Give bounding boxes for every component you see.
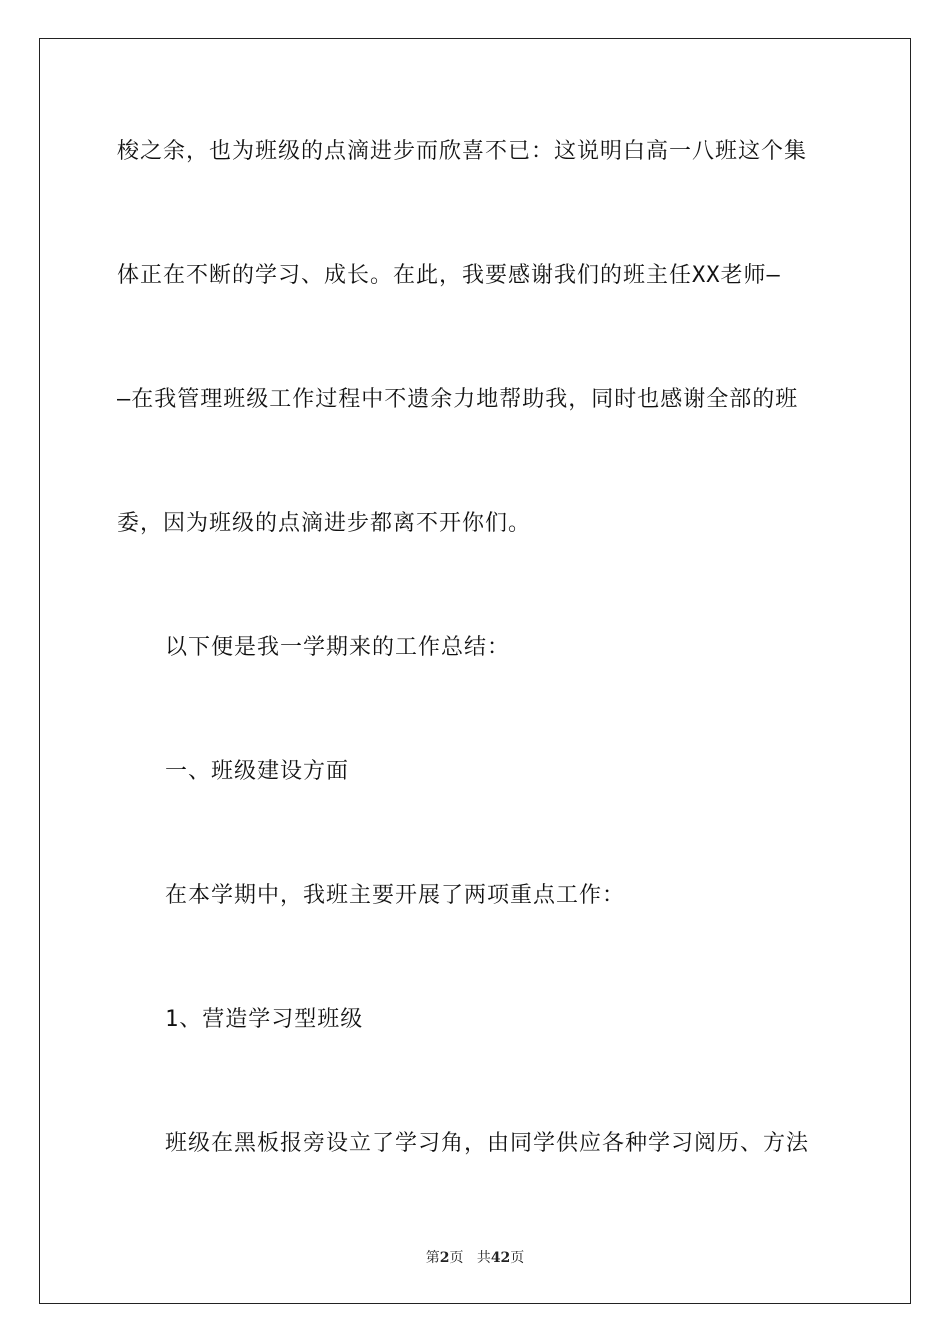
footer-total-pages: 42 [490, 1250, 511, 1266]
footer-page-prefix: 第 [425, 1250, 440, 1266]
page-frame [39, 38, 911, 1304]
subsection-heading: 1、营造学习型班级 [165, 1007, 364, 1032]
body-line-3: —在我管理班级工作过程中不遗余力地帮助我，同时也感谢全部的班 [117, 387, 799, 412]
page-footer [0, 1247, 950, 1267]
body-line-5: 以下便是我一学期来的工作总结： [165, 635, 511, 660]
footer-total-suffix: 页 [510, 1250, 525, 1266]
body-line-7: 在本学期中，我班主要开展了两项重点工作： [165, 883, 626, 908]
footer-page-suffix: 页 [449, 1250, 464, 1266]
section-heading: 一、班级建设方面 [165, 759, 350, 784]
body-line-9: 班级在黑板报旁设立了学习角，由同学供应各种学习阅历、方法 [165, 1131, 810, 1156]
footer-total-prefix: 共 [476, 1250, 491, 1266]
body-line-1: 梭之余，也为班级的点滴进步而欣喜不已：这说明白高一八班这个集 [117, 139, 808, 164]
footer-page-number: 2 [439, 1250, 450, 1266]
body-line-2: 体正在不断的学习、成长。在此，我要感谢我们的班主任XX老师— [117, 263, 781, 288]
body-line-4: 委，因为班级的点滴进步都离不开你们。 [117, 511, 532, 536]
